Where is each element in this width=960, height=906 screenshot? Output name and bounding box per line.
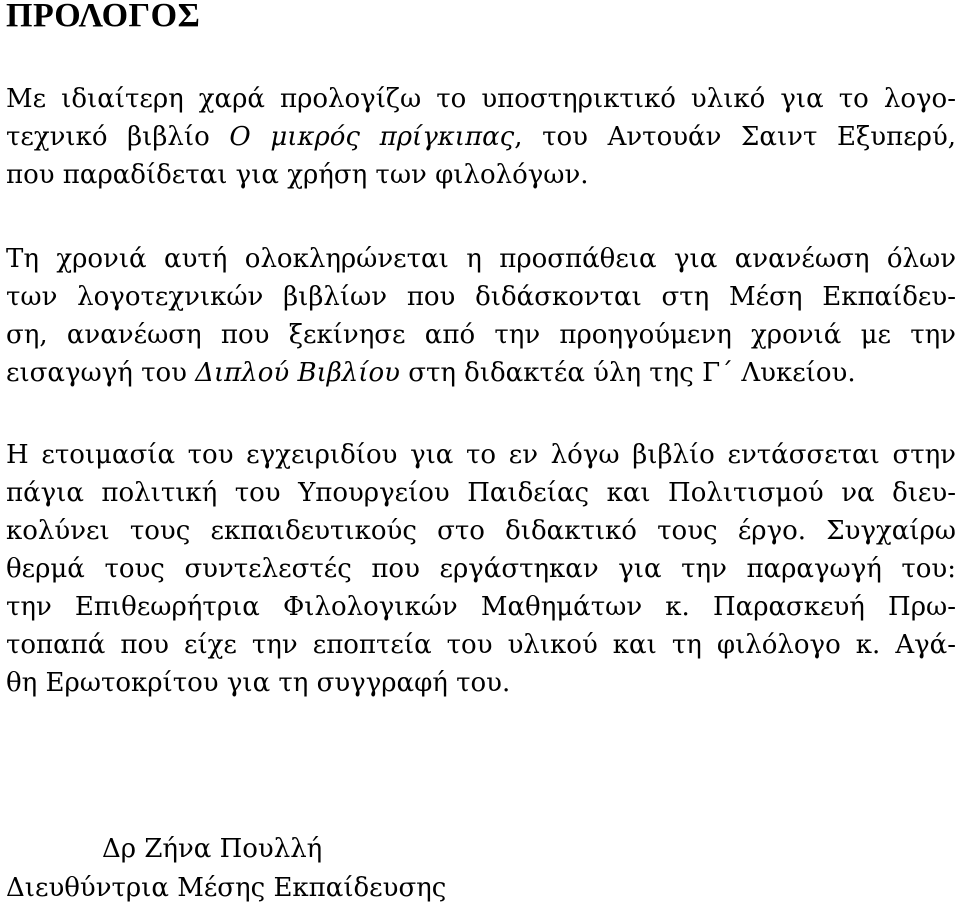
text-line: κολύνει τους εκπαιδευτικούς στο διδακτικό τους έργο. Συγχαίρω <box>6 516 956 546</box>
text-line: Με ιδιαίτερη χαρά προλογίζω το υποστηρικτικό υλικό για το λογο- <box>6 84 956 114</box>
text-line: που παραδίδεται για χρήση των φιλολόγων. <box>6 160 589 190</box>
text-line: θερμά τους συντελεστές που εργάστηκαν για την παραγωγή του: <box>6 554 956 584</box>
text-line: Τη χρονιά αυτή ολοκληρώνεται η προσπάθεια για ανανέωση όλων <box>6 244 956 274</box>
book-title: Ο μικρός πρίγκιπας <box>229 122 515 152</box>
text-line: την Επιθεωρήτρια Φιλολογικών Μαθημάτων κ. Παρασκευή Πρω- <box>6 592 956 622</box>
paragraph-renewal <box>6 240 956 392</box>
text-line: τεχνικό βιβλίο Ο μικρός πρίγκιπας, του Αντουάν Σαιντ Εξυπερύ, <box>6 122 957 152</box>
paragraph-acknowledgements <box>6 436 956 702</box>
signature-role: Διευθύντρια Μέσης Εκπαίδευσης <box>6 873 447 903</box>
signature-name: Δρ Ζήνα Πουλλή <box>102 834 323 864</box>
text-line: θη Ερωτοκρίτου για τη συγγραφή του. <box>6 668 511 698</box>
text-line: Η ετοιμασία του εγχειριδίου για το εν λόγω βιβλίο εντάσσεται στην <box>6 440 956 470</box>
text-line: των λογοτεχνικών βιβλίων που διδάσκονται στη Μέση Εκπαίδευ- <box>6 282 956 312</box>
text-line: ση, ανανέωση που ξεκίνησε από την προηγούμενη χρονιά με την <box>6 320 956 350</box>
text-line: πάγια πολιτική του Υπουργείου Παιδείας και Πολιτισμού να διευ- <box>6 478 956 508</box>
page-title: ΠΡΟΛΟΓΟΣ <box>6 0 201 34</box>
text-line: εισαγωγή του Διπλού Βιβλίου στη διδακτέα ύλη της Γ΄ Λυκείου. <box>6 358 856 388</box>
paragraph-intro <box>6 80 956 194</box>
text-line: τοπαπά που είχε την εποπτεία του υλικού και τη φιλόλογο κ. Αγά- <box>6 630 956 660</box>
double-book-title: Διπλού Βιβλίου <box>195 358 400 388</box>
